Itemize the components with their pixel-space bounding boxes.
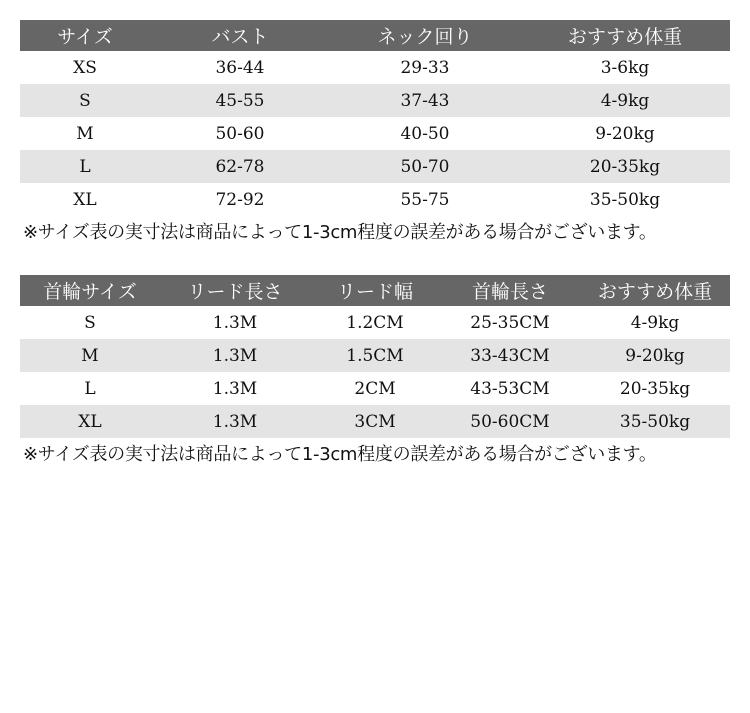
- table-cell: 45-55: [215, 90, 265, 111]
- table-cell: 33-43CM: [470, 345, 550, 366]
- table-cell: 29-33: [400, 57, 450, 78]
- table-cell: XL: [73, 189, 97, 210]
- table-cell: M: [76, 123, 94, 144]
- table-cell: XS: [73, 57, 97, 78]
- table-cell: 43-53CM: [470, 378, 550, 399]
- table-cell: 50-70: [400, 156, 450, 177]
- header-cell-bust: バスト: [211, 26, 269, 48]
- table-row: [20, 51, 730, 84]
- table-cell: 50-60: [215, 123, 265, 144]
- table-cell: 9-20kg: [625, 345, 685, 366]
- table-cell: 9-20kg: [595, 123, 655, 144]
- table-cell: S: [79, 90, 91, 111]
- table-row: [20, 150, 730, 183]
- table-cell: 4-9kg: [630, 312, 680, 333]
- table-cell: 20-35kg: [619, 378, 691, 399]
- table-row: [20, 372, 730, 405]
- size-tolerance-note: ※サイズ表の実寸法は商品によって1-3cm程度の誤差がある場合がございます。: [23, 222, 657, 243]
- table-header-row: [20, 275, 730, 306]
- table-row: [20, 339, 730, 372]
- table-cell: XL: [78, 411, 102, 432]
- table-row: [20, 84, 730, 117]
- header-cell-leash-length: リード長さ: [187, 281, 283, 303]
- table-cell: 1.3M: [212, 312, 258, 333]
- header-cell-collar-size: 首輪サイズ: [43, 281, 137, 303]
- table-cell: 1.5CM: [346, 345, 404, 366]
- table-cell: 35-50kg: [589, 189, 661, 210]
- table-cell: S: [84, 312, 96, 333]
- table-row: [20, 117, 730, 150]
- table-cell: 3-6kg: [600, 57, 650, 78]
- table-cell: 1.3M: [212, 378, 258, 399]
- clothing-size-table: [20, 20, 730, 250]
- table-row: [20, 405, 730, 438]
- collar-size-table: [20, 275, 730, 472]
- table-cell: 20-35kg: [589, 156, 661, 177]
- header-cell-collar-length: 首輪長さ: [471, 281, 548, 303]
- table-row: [20, 183, 730, 216]
- table-cell: 40-50: [400, 123, 450, 144]
- table-cell: 1.2CM: [346, 312, 404, 333]
- table-cell: 35-50kg: [619, 411, 691, 432]
- table-cell: L: [84, 378, 96, 399]
- header-cell-leash-width: リード幅: [336, 281, 413, 303]
- table-cell: 4-9kg: [600, 90, 650, 111]
- table-cell: 55-75: [400, 189, 450, 210]
- table-cell: 50-60CM: [470, 411, 550, 432]
- size-tolerance-note: ※サイズ表の実寸法は商品によって1-3cm程度の誤差がある場合がございます。: [23, 444, 657, 465]
- table-cell: 37-43: [400, 90, 450, 111]
- table-cell: 72-92: [215, 189, 265, 210]
- header-cell-size: サイズ: [57, 26, 113, 48]
- table-cell: 3CM: [354, 411, 396, 432]
- table-cell: 25-35CM: [470, 312, 550, 333]
- table-cell: 36-44: [215, 57, 265, 78]
- table-cell: 62-78: [215, 156, 265, 177]
- table-header-row: [20, 20, 730, 51]
- table-cell: M: [81, 345, 99, 366]
- table-cell: L: [79, 156, 91, 177]
- header-cell-neck: ネック回り: [377, 26, 473, 48]
- table-cell: 1.3M: [212, 345, 258, 366]
- table-row: [20, 306, 730, 339]
- table-cell: 1.3M: [212, 411, 258, 432]
- header-cell-weight: おすすめ体重: [567, 26, 683, 48]
- header-cell-weight: おすすめ体重: [597, 281, 713, 303]
- table-cell: 2CM: [354, 378, 396, 399]
